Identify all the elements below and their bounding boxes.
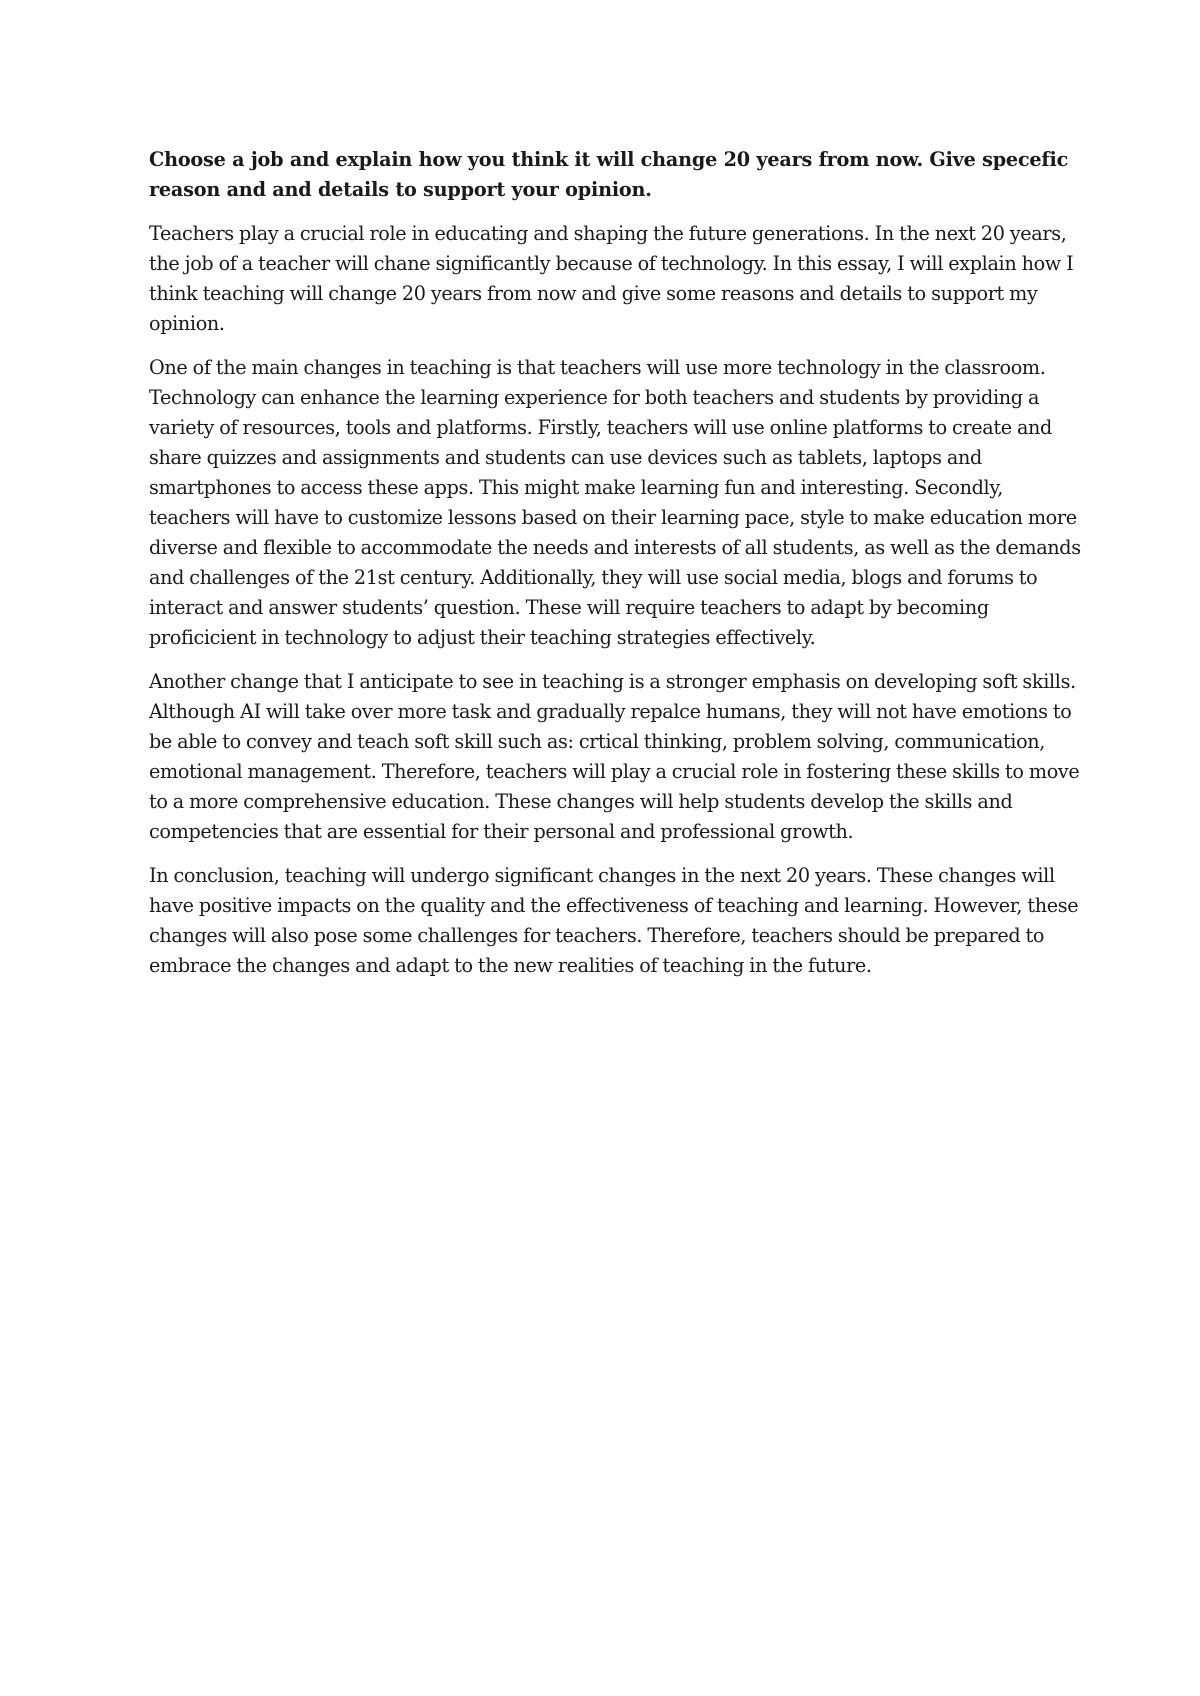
document-body (149, 145, 1089, 995)
paragraph-technology: One of the main changes in teaching is that teachers will use more technology in the classroom. Technology can enhance the learning experience for both teachers and students by providing a variety of resources, tools and platforms. Firstly, teachers will use online platforms to create and share quizzes and assignments and students can use devices such as tablets, laptops and smartphones to access these apps. This might make learning fun and interesting. Secondly, teachers will have to customize lessons based on their learning pace, style to make education more diverse and flexible to accommodate the needs and interests of all students, as well as the demands and challenges of the 21st century. Additionally, they will use social media, blogs and forums to interact and answer students’ question. These will require teachers to adapt by becoming proficicient in technology to adjust their teaching strategies effectively. (149, 356, 1081, 649)
paragraph-soft-skills: Another change that I anticipate to see in teaching is a stronger emphasis on developing soft skills. Although AI will take over more task and gradually repalce humans, they will not have emotions to be able to convey and teach soft skill such as: crtical thinking, problem solving, communication, emotional management. Therefore, teachers will play a crucial role in fostering these skills to move to a more comprehensive education. These changes will help students develop the skills and competencies that are essential for their personal and professional growth. (149, 670, 1080, 843)
paragraph-introduction: Teachers play a crucial role in educating and shaping the future generations. In the next 20 years, the job of a teacher will chane significantly because of technology. In this essay, I will explain how I think teaching will change 20 years from now and give some reasons and details to support my opinion. (149, 222, 1074, 335)
essay-prompt-heading: Choose a job and explain how you think it will change 20 years from now. Give specefic reason and and details to support your opinion. (149, 148, 1069, 201)
paragraph-conclusion: In conclusion, teaching will undergo significant changes in the next 20 years. These changes will have positive impacts on the quality and the effectiveness of teaching and learning. However, these changes will also pose some challenges for teachers. Therefore, teachers should be prepared to embrace the changes and adapt to the new realities of teaching in the future. (149, 864, 1079, 977)
